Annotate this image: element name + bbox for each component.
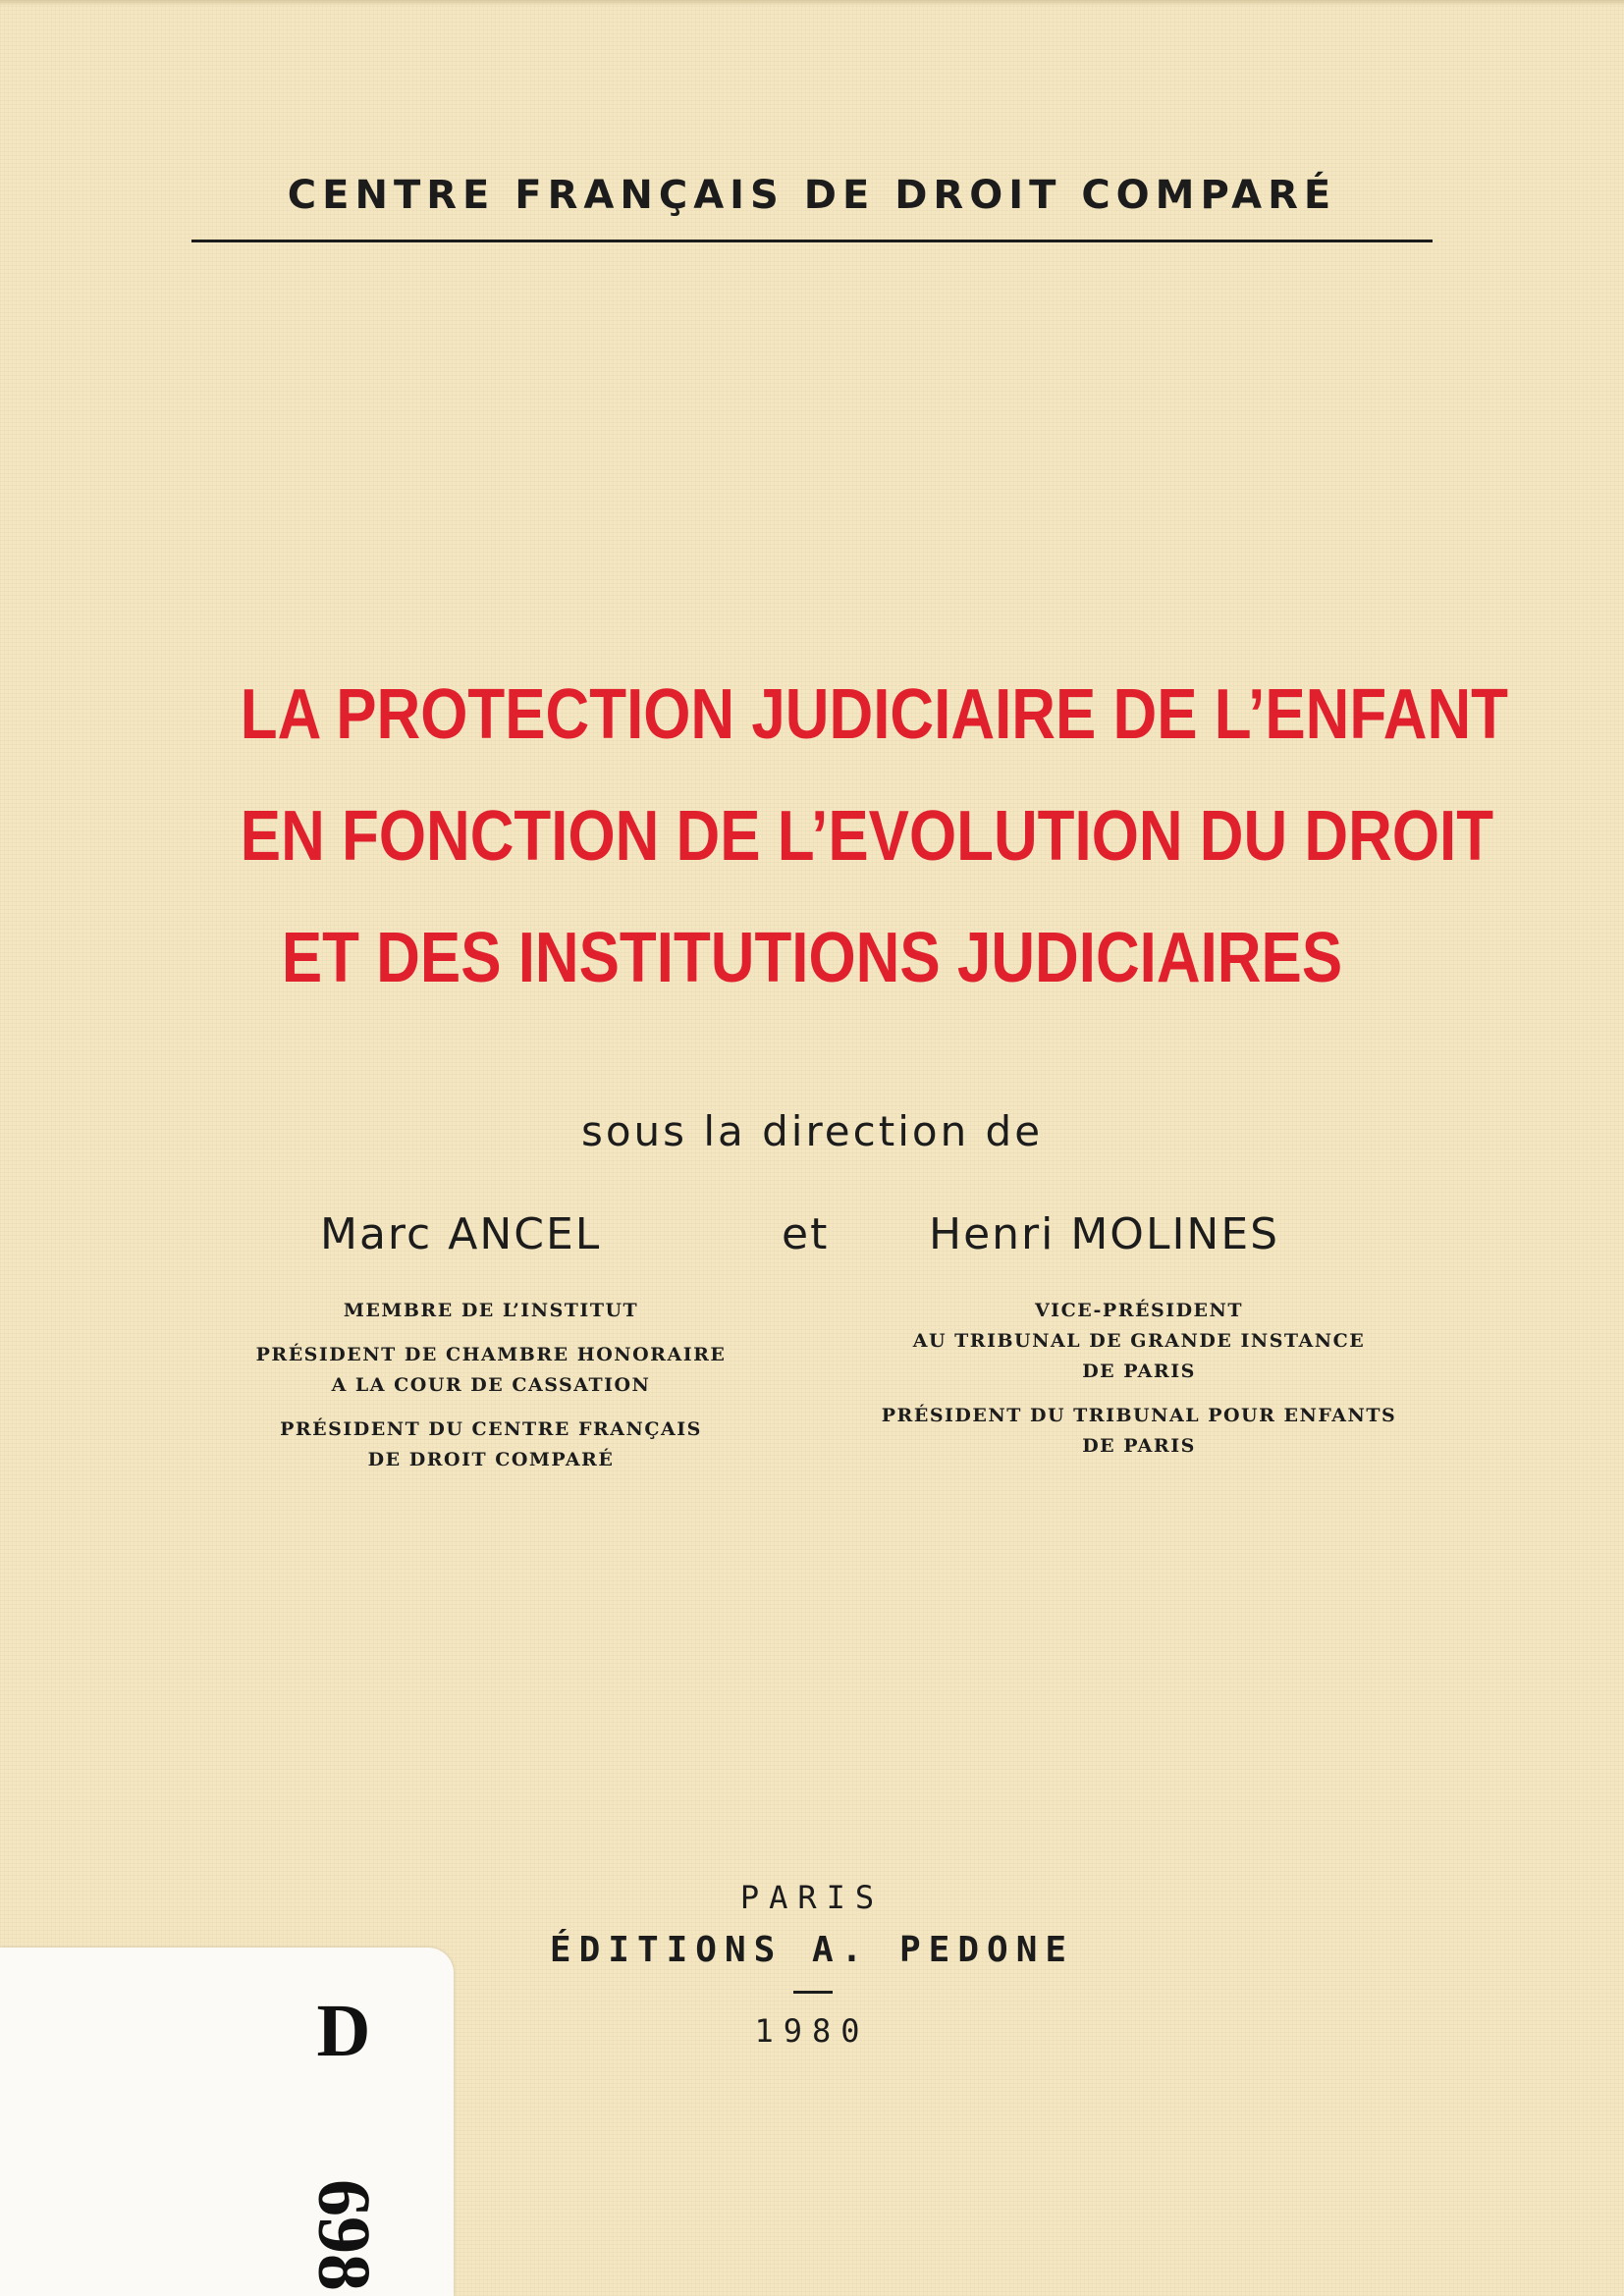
credential-line: PRÉSIDENT DU CENTRE FRANÇAIS: [280, 1418, 702, 1440]
credential-line: A LA COUR DE CASSATION: [331, 1374, 651, 1396]
title-line-3: ET DES INSTITUTIONS JUDICIAIRES: [281, 919, 1343, 997]
credential-line: AU TRIBUNAL DE GRANDE INSTANCE: [912, 1330, 1366, 1352]
title-line-2: EN FONCTION DE L’EVOLUTION DU DROIT: [240, 797, 1494, 876]
publisher-city: PARIS: [739, 1879, 885, 1916]
editor-conjunction: et: [782, 1209, 830, 1259]
credential-gap: [864, 1387, 1414, 1401]
editor-right-credentials: [864, 1296, 1414, 1462]
credential-line: PRÉSIDENT DE CHAMBRE HONORAIRE: [255, 1344, 727, 1365]
publisher-name: ÉDITIONS A. PEDONE: [549, 1930, 1075, 1970]
credential-line: DE DROIT COMPARÉ: [367, 1449, 615, 1470]
credential-line: MEMBRE DE L’INSTITUT: [343, 1300, 639, 1321]
title-line-1: LA PROTECTION JUDICIAIRE DE L’ENFANT: [240, 675, 1509, 754]
editor-right-name: Henri MOLINES: [929, 1209, 1280, 1259]
credential-gap: [216, 1326, 766, 1340]
credential-line: DE PARIS: [1082, 1435, 1196, 1457]
book-title: [240, 654, 1509, 1019]
publisher-dash: [793, 1991, 833, 1994]
series-title: CENTRE FRANÇAIS DE DROIT COMPARÉ: [287, 173, 1337, 218]
publication-year: 1980: [754, 2012, 870, 2050]
editor-left-name: Marc ANCEL: [320, 1209, 602, 1259]
direction-text: sous la direction de: [580, 1107, 1044, 1155]
editor-names: [0, 1209, 1624, 1268]
credential-line: PRÉSIDENT DU TRIBUNAL POUR ENFANTS: [881, 1405, 1397, 1426]
credential-gap: [216, 1401, 766, 1415]
cover-top-edge: [0, 0, 1624, 6]
credential-line: DE PARIS: [1082, 1361, 1196, 1382]
shelf-label-number: 698: [302, 2179, 385, 2291]
editor-left-credentials: [216, 1296, 766, 1475]
series-rule: [191, 240, 1433, 242]
shelf-label-letter: D: [316, 1990, 371, 2072]
credential-line: VICE-PRÉSIDENT: [1034, 1300, 1244, 1321]
library-shelf-label: [0, 1948, 454, 2296]
